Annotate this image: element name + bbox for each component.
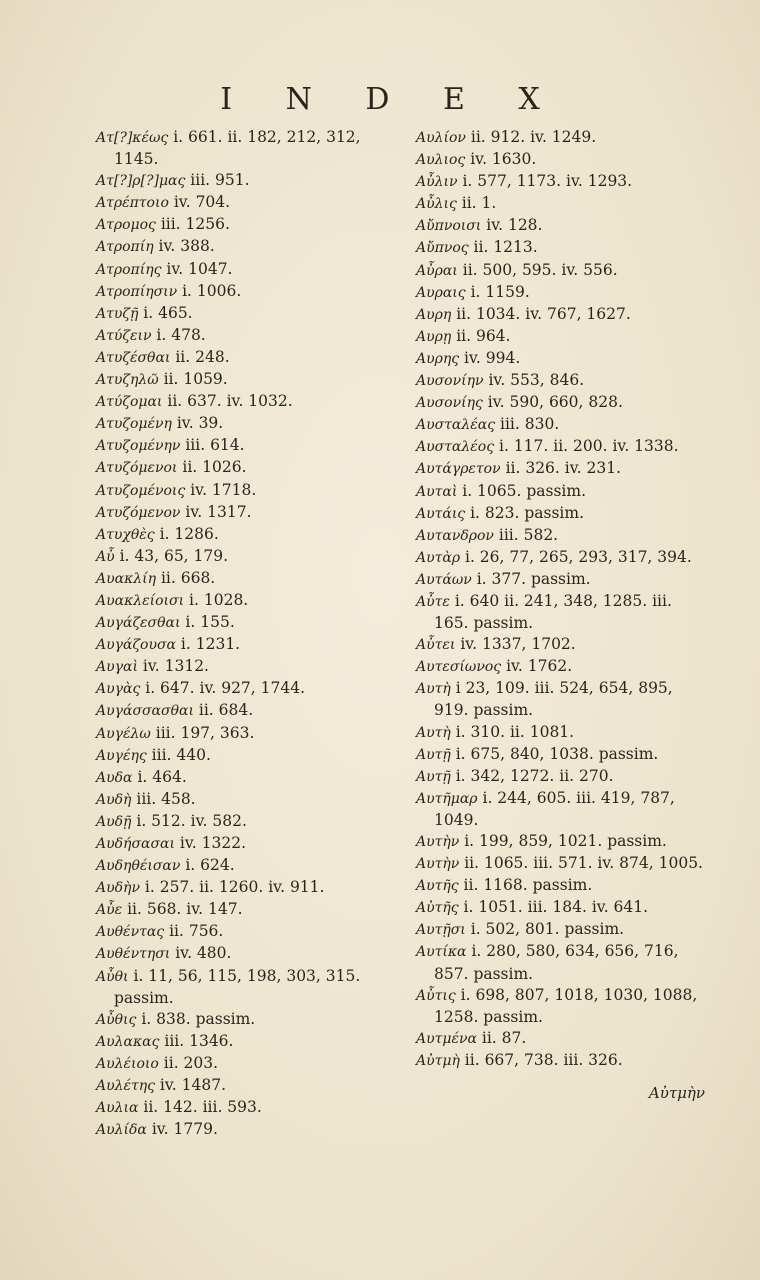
entry-headword: Αυτῆμαρ bbox=[416, 790, 478, 807]
entry-headword: Αυλίον bbox=[416, 130, 466, 146]
entry-references: iv. 1630. bbox=[470, 150, 537, 169]
index-entry bbox=[96, 833, 408, 855]
index-entry bbox=[416, 237, 708, 259]
entry-references: i. 698, 807, 1018, 1030, 1088, 1258. passim. bbox=[434, 985, 698, 1026]
entry-headword: Ατυζέσθαι bbox=[96, 349, 171, 366]
index-entry bbox=[96, 921, 408, 943]
index-entry bbox=[96, 502, 408, 524]
entry-headword: Ατύζομαι bbox=[96, 394, 163, 411]
entry-references: i. 823. passim. bbox=[470, 503, 584, 522]
index-entry bbox=[96, 524, 408, 546]
entry-references: iv. 553, 846. bbox=[488, 371, 585, 390]
entry-headword: Αὖ bbox=[96, 548, 115, 565]
entry-references: ii. 142. iii. 593. bbox=[143, 1098, 262, 1117]
entry-headword: Ατρομος bbox=[96, 217, 156, 234]
entry-headword: Ατροπίησιν bbox=[96, 283, 178, 300]
entry-references: ii. 1034. iv. 767, 1627. bbox=[456, 304, 631, 323]
entry-references: i. 577, 1173. iv. 1293. bbox=[462, 172, 633, 191]
entry-references: ii. 684. bbox=[198, 701, 254, 720]
index-entry bbox=[96, 723, 408, 745]
entry-headword: Αυτὴν bbox=[416, 834, 460, 850]
entry-headword: Αυρῃ bbox=[416, 328, 452, 345]
entry-headword: Ατυχθὲς bbox=[96, 526, 155, 543]
entry-headword: Ατ[?]κέως bbox=[96, 130, 169, 146]
catchword: Αὐτμὴν bbox=[648, 1084, 705, 1102]
entry-headword: Αυδὴ bbox=[96, 791, 132, 808]
entry-headword: Αυγαὶ bbox=[96, 659, 138, 676]
entry-headword: Αυτμένα bbox=[416, 1030, 477, 1047]
index-entry bbox=[416, 260, 708, 282]
index-entry bbox=[96, 347, 408, 369]
entry-references: ii. 964. bbox=[456, 326, 511, 345]
index-entry bbox=[96, 192, 408, 214]
index-entry bbox=[96, 546, 408, 568]
entry-headword: Ατυζῇ bbox=[96, 305, 139, 322]
entry-headword: Αυτάγρετον bbox=[416, 461, 501, 478]
index-entry bbox=[416, 127, 708, 149]
entry-headword: Αυγέης bbox=[96, 747, 147, 764]
entry-headword: Αυδῇ bbox=[96, 813, 132, 830]
index-entry bbox=[96, 612, 408, 634]
index-entry bbox=[96, 281, 408, 303]
index-entry bbox=[416, 1028, 708, 1050]
entry-references: i. 512. iv. 582. bbox=[136, 811, 247, 830]
entry-references: iv. 1718. bbox=[190, 480, 257, 499]
entry-references: ii. 1026. bbox=[182, 458, 247, 477]
entry-headword: Αυτὴ bbox=[416, 724, 451, 741]
index-entry bbox=[96, 214, 408, 236]
index-entry bbox=[416, 481, 708, 503]
entry-references: i. 310. ii. 1081. bbox=[455, 722, 575, 741]
entry-headword: Ατυζομένοις bbox=[96, 482, 186, 499]
entry-headword: Ατυζηλῶ bbox=[96, 372, 159, 389]
entry-headword: Αὖλις bbox=[416, 196, 457, 213]
entry-references: ii. 637. iv. 1032. bbox=[167, 392, 293, 411]
index-entry bbox=[96, 767, 408, 789]
entry-headword: Αυδηθέισαν bbox=[96, 858, 181, 875]
index-entry bbox=[416, 744, 708, 766]
entry-references: ii. 568. iv. 147. bbox=[127, 900, 243, 919]
entry-references: ii. 326. iv. 231. bbox=[505, 459, 622, 478]
entry-headword: Αὐτμὴ bbox=[416, 1052, 460, 1069]
entry-headword: Αυγὰς bbox=[96, 681, 141, 698]
index-entry bbox=[96, 1075, 408, 1097]
index-entry bbox=[96, 899, 408, 921]
entry-references: iii. 951. bbox=[190, 171, 250, 190]
index-entry bbox=[96, 745, 408, 767]
entry-headword: Ατύζειν bbox=[96, 327, 152, 344]
index-entry bbox=[96, 1053, 408, 1075]
entry-headword: Αυτάων bbox=[416, 571, 472, 588]
entry-references: iv. 994. bbox=[464, 348, 521, 367]
index-entry bbox=[96, 457, 408, 479]
entry-headword: Αυδα bbox=[96, 769, 133, 786]
index-entry bbox=[416, 458, 708, 480]
index-entry bbox=[416, 326, 708, 348]
index-entry bbox=[96, 943, 408, 965]
index-entry bbox=[96, 369, 408, 391]
index-entry bbox=[416, 525, 708, 547]
entry-references: i. 1051. iii. 184. iv. 641. bbox=[463, 898, 649, 917]
index-entry bbox=[96, 634, 408, 656]
right-column bbox=[416, 127, 708, 1072]
entry-headword: Αυθέντησι bbox=[96, 946, 171, 963]
entry-headword: Αυρης bbox=[416, 350, 460, 367]
entry-headword: Αυτῆς bbox=[416, 878, 459, 895]
index-entry bbox=[96, 678, 408, 700]
index-entry bbox=[416, 370, 708, 392]
entry-references: i 23, 109. iii. 524, 654, 895, 919. passim. bbox=[434, 679, 673, 720]
index-entry bbox=[416, 149, 708, 171]
entry-headword: Αὖε bbox=[96, 902, 123, 919]
index-entry bbox=[96, 789, 408, 811]
entry-references: iii. 614. bbox=[185, 436, 245, 455]
index-entry bbox=[416, 414, 708, 436]
entry-references: i. 1231. bbox=[180, 635, 241, 654]
entry-headword: Αὖτει bbox=[416, 637, 456, 654]
entry-headword: Αυτάις bbox=[416, 505, 466, 522]
index-entry bbox=[416, 853, 708, 875]
entry-headword: Αυακλείοισι bbox=[96, 592, 185, 609]
entry-references: ii. 500, 595. iv. 556. bbox=[462, 260, 618, 279]
entry-references: i. 257. ii. 1260. iv. 911. bbox=[144, 878, 325, 897]
index-entry bbox=[416, 919, 708, 941]
entry-references: ii. 1059. bbox=[163, 370, 228, 389]
entry-references: iv. 590, 660, 828. bbox=[487, 393, 623, 412]
entry-headword: Αυτίκα bbox=[416, 944, 467, 961]
entry-references: i. 199, 859, 1021. passim. bbox=[464, 832, 667, 850]
entry-references: ii. 1213. bbox=[473, 238, 538, 257]
index-entry bbox=[96, 811, 408, 833]
index-entry bbox=[416, 831, 708, 853]
entry-references: i. 11, 56, 115, 198, 303, 315. passim. bbox=[114, 966, 361, 1007]
index-entry bbox=[416, 722, 708, 744]
index-entry bbox=[416, 1050, 708, 1072]
index-entry bbox=[416, 193, 708, 215]
entry-references: iv. 1317. bbox=[185, 502, 252, 521]
index-entry bbox=[416, 215, 708, 237]
entry-references: i. 675, 840, 1038. passim. bbox=[455, 744, 659, 763]
entry-references: iv. 480. bbox=[175, 944, 232, 963]
entry-references: ii. 1168. passim. bbox=[463, 876, 593, 895]
entry-references: iv. 388. bbox=[158, 237, 215, 256]
entry-references: i. 624. bbox=[185, 856, 235, 875]
entry-references: iv. 128. bbox=[486, 216, 543, 235]
entry-references: i. 464. bbox=[137, 767, 187, 786]
entry-references: i. 280, 580, 634, 656, 716, 857. passim. bbox=[434, 942, 679, 983]
entry-headword: Αυλακας bbox=[96, 1033, 160, 1050]
index-entry bbox=[96, 1119, 408, 1141]
index-entry bbox=[96, 236, 408, 258]
left-column bbox=[96, 127, 408, 1141]
entry-references: i. 342, 1272. ii. 270. bbox=[455, 766, 614, 785]
entry-headword: Αυγέλω bbox=[96, 725, 151, 742]
entry-headword: Ατυζομένη bbox=[96, 416, 172, 433]
entry-headword: Αὖθι bbox=[96, 968, 129, 985]
entry-references: iii. 440. bbox=[151, 745, 211, 764]
entry-references: i. 661. ii. 182, 212, 312, 1145. bbox=[114, 128, 361, 169]
entry-headword: Αὐτῆς bbox=[416, 900, 459, 917]
entry-headword: Αυτεσίωνος bbox=[416, 659, 502, 676]
entry-references: iii. 1346. bbox=[164, 1031, 234, 1050]
index-entry bbox=[416, 941, 708, 984]
entry-headword: Ατρέπτοιο bbox=[96, 195, 169, 212]
entry-references: i. 1159. bbox=[470, 282, 530, 301]
entry-headword: Αυτῇ bbox=[416, 768, 451, 785]
entry-headword: Αυακλίη bbox=[96, 570, 157, 587]
entry-references: ii. 248. bbox=[175, 347, 230, 366]
entry-headword: Αυτανδρον bbox=[416, 527, 494, 544]
entry-references: i. 1006. bbox=[182, 281, 242, 300]
entry-references: iv. 704. bbox=[173, 193, 231, 212]
entry-references: ii. 756. bbox=[169, 922, 224, 941]
entry-references: i. 502, 801. passim. bbox=[470, 920, 625, 939]
index-entry bbox=[416, 503, 708, 525]
entry-references: iii. 1256. bbox=[160, 215, 230, 234]
entry-headword: Αὖτις bbox=[416, 987, 456, 1004]
entry-headword: Αυδήσασαι bbox=[96, 836, 175, 852]
entry-references: ii. 1. bbox=[461, 194, 497, 213]
entry-references: i. 640 ii. 241, 348, 1285. iii. 165. passim. bbox=[434, 591, 672, 633]
index-entry bbox=[416, 634, 708, 656]
entry-headword: Αυτῇσι bbox=[416, 922, 466, 939]
index-entry bbox=[96, 325, 408, 347]
index-entry bbox=[96, 303, 408, 325]
entry-headword: Αυραις bbox=[416, 284, 466, 301]
entry-references: ii. 1065. iii. 571. iv. 874, 1005. bbox=[464, 854, 703, 873]
index-entry bbox=[96, 1097, 408, 1119]
entry-references: iv. 1047. bbox=[166, 259, 233, 278]
index-entry bbox=[416, 656, 708, 678]
entry-references: ii. 912. iv. 1249. bbox=[470, 128, 597, 146]
entry-headword: Αυτῇ bbox=[416, 746, 451, 763]
entry-headword: Αὖλιν bbox=[416, 174, 458, 191]
entry-headword: Αυλίδα bbox=[96, 1122, 147, 1139]
entry-references: iv. 1337, 1702. bbox=[460, 635, 576, 654]
entry-headword: Αυλια bbox=[96, 1100, 139, 1117]
entry-references: iii. 582. bbox=[498, 525, 559, 544]
index-entry bbox=[416, 392, 708, 414]
entry-headword: Αυσονίην bbox=[416, 373, 484, 390]
page-title: I N D E X bbox=[220, 82, 562, 117]
index-entry bbox=[416, 875, 708, 897]
entry-headword: Αυλιος bbox=[416, 152, 466, 169]
entry-headword: Αὖθις bbox=[96, 1011, 137, 1028]
entry-references: i. 465. bbox=[143, 303, 193, 322]
entry-references: iv. 1322. bbox=[179, 834, 246, 852]
index-entry bbox=[96, 656, 408, 678]
index-entry bbox=[96, 700, 408, 722]
entry-references: i. 26, 77, 265, 293, 317, 394. bbox=[465, 547, 692, 566]
index-entry bbox=[416, 788, 708, 831]
entry-headword: Αὔπνος bbox=[416, 240, 469, 257]
entry-headword: Ατυζόμενον bbox=[96, 504, 181, 521]
entry-headword: Ατυζόμενοι bbox=[96, 460, 178, 477]
entry-headword: Ατροπίης bbox=[96, 261, 162, 278]
index-entry bbox=[96, 966, 408, 1009]
index-entry bbox=[416, 897, 708, 919]
index-entry bbox=[416, 547, 708, 569]
entry-references: i. 647. iv. 927, 1744. bbox=[145, 679, 306, 698]
entry-references: i. 838. passim. bbox=[141, 1009, 256, 1028]
entry-headword: Αὔπνοισι bbox=[416, 218, 482, 235]
index-entry bbox=[416, 678, 708, 721]
entry-references: i. 1065. passim. bbox=[462, 481, 587, 500]
entry-references: iii. 830. bbox=[500, 415, 560, 434]
index-entry bbox=[96, 855, 408, 877]
entry-references: ii. 668. bbox=[160, 568, 216, 587]
entry-references: iv. 1762. bbox=[506, 657, 573, 676]
index-entry bbox=[96, 413, 408, 435]
entry-headword: Αυθέντας bbox=[96, 924, 165, 941]
entry-headword: Ατ[?]ρ[?]μας bbox=[96, 173, 186, 190]
entry-references: ii. 667, 738. iii. 326. bbox=[464, 1050, 623, 1069]
entry-headword: Αυσταλέας bbox=[416, 417, 496, 434]
index-entry bbox=[96, 590, 408, 612]
entry-references: ii. 87. bbox=[481, 1028, 527, 1047]
entry-references: iii. 197, 363. bbox=[155, 723, 255, 742]
entry-references: i. 244, 605. iii. 419, 787, 1049. bbox=[434, 788, 675, 829]
entry-headword: Αυρη bbox=[416, 306, 452, 323]
entry-references: i. 43, 65, 179. bbox=[119, 546, 229, 565]
entry-headword: Αυγάζουσα bbox=[96, 637, 176, 654]
entry-references: ii. 203. bbox=[163, 1053, 219, 1072]
index-entry bbox=[416, 304, 708, 326]
index-entry bbox=[416, 282, 708, 304]
entry-headword: Αυτὴν bbox=[416, 856, 460, 873]
index-entry bbox=[96, 170, 408, 192]
index-entry bbox=[96, 480, 408, 502]
entry-references: i. 155. bbox=[185, 613, 235, 632]
entry-headword: Ατροπίη bbox=[96, 239, 154, 256]
index-entry bbox=[96, 1009, 408, 1031]
entry-references: i. 1028. bbox=[189, 590, 249, 609]
index-entry bbox=[96, 127, 408, 170]
index-entry bbox=[96, 568, 408, 590]
entry-headword: Αυτὴ bbox=[416, 681, 451, 698]
index-entry bbox=[416, 171, 708, 193]
index-entry bbox=[416, 766, 708, 788]
entry-references: iv. 1779. bbox=[151, 1120, 218, 1139]
entry-references: i. 377. passim. bbox=[476, 569, 591, 588]
index-entry bbox=[416, 985, 708, 1028]
entry-headword: Αυτὰρ bbox=[416, 549, 461, 566]
entry-references: iv. 1312. bbox=[142, 657, 209, 676]
entry-headword: Αυσταλέος bbox=[416, 439, 495, 456]
index-entry bbox=[416, 348, 708, 370]
entry-references: iv. 39. bbox=[176, 414, 224, 433]
index-entry bbox=[416, 569, 708, 591]
entry-references: i. 117. ii. 200. iv. 1338. bbox=[498, 437, 679, 456]
entry-headword: Αυλέιοιο bbox=[96, 1055, 159, 1072]
index-entry bbox=[416, 436, 708, 458]
entry-headword: Αυγάζεσθαι bbox=[96, 615, 181, 632]
index-entry bbox=[96, 435, 408, 457]
entry-headword: Αυδὴν bbox=[96, 880, 140, 897]
entry-headword: Αυλέτης bbox=[96, 1078, 155, 1095]
index-entry bbox=[96, 391, 408, 413]
index-entry bbox=[96, 877, 408, 899]
entry-headword: Ατυζομένην bbox=[96, 438, 181, 455]
index-entry bbox=[96, 1031, 408, 1053]
entry-headword: Αυσονίης bbox=[416, 395, 483, 412]
index-entry bbox=[416, 591, 708, 634]
entry-references: iii. 458. bbox=[136, 789, 196, 808]
entry-references: i. 478. bbox=[156, 325, 206, 344]
entry-headword: Αυγάσσασθαι bbox=[96, 703, 194, 720]
entry-headword: Αυταὶ bbox=[416, 483, 458, 500]
entry-headword: Αὖραι bbox=[416, 262, 458, 279]
entry-references: i. 1286. bbox=[159, 524, 219, 543]
entry-references: iv. 1487. bbox=[159, 1076, 227, 1095]
entry-headword: Αὖτε bbox=[416, 593, 450, 610]
index-entry bbox=[96, 259, 408, 281]
